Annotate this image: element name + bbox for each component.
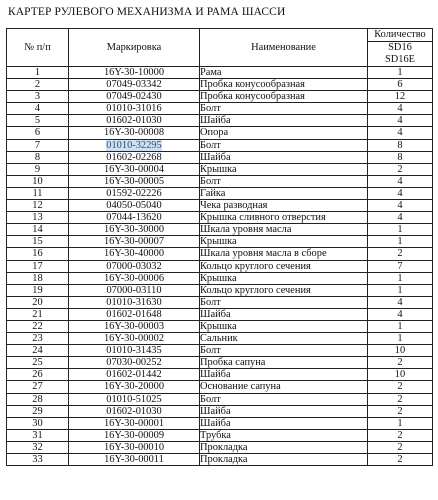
row-name: Шайба [200,115,368,127]
row-qty: 2 [368,381,433,393]
table-row [7,224,433,236]
row-qty: 2 [368,405,433,417]
table-row [7,91,433,103]
table-row [7,284,433,296]
row-qty: 6 [368,79,433,91]
table-row [7,79,433,91]
row-num: 23 [7,333,69,345]
table-row [7,308,433,320]
row-qty: 4 [368,200,433,212]
row-qty: 4 [368,127,433,139]
table-row [7,200,433,212]
table-row [7,272,433,284]
table-row [7,67,433,79]
row-num: 26 [7,369,69,381]
row-code: 07000-03110 [69,284,200,296]
row-num: 29 [7,405,69,417]
row-qty: 4 [368,187,433,199]
row-qty: 1 [368,67,433,79]
row-qty: 1 [368,333,433,345]
table-row [7,236,433,248]
row-num: 20 [7,296,69,308]
row-name: Прокладка [200,454,368,466]
table-row [7,429,433,441]
row-name: Болт [200,139,368,151]
row-name: Шайба [200,369,368,381]
row-code: 16Y-30-40000 [69,248,200,260]
row-name: Пробка сапуна [200,357,368,369]
row-code: 07030-00252 [69,357,200,369]
row-num: 3 [7,91,69,103]
row-num: 8 [7,151,69,163]
table-row [7,212,433,224]
row-num: 28 [7,393,69,405]
row-qty: 4 [368,115,433,127]
row-num: 25 [7,357,69,369]
header-qty-sd16e: SD16E [384,54,416,65]
row-name: Болт [200,296,368,308]
row-qty: 2 [368,429,433,441]
table-row [7,345,433,357]
row-code: 01602-01442 [69,369,200,381]
header-code: Маркировка [69,29,200,67]
table-row [7,454,433,466]
row-code: 01602-01030 [69,405,200,417]
row-num: 6 [7,127,69,139]
row-code: 16Y-30-30000 [69,224,200,236]
row-num: 16 [7,248,69,260]
row-num: 24 [7,345,69,357]
row-name: Чека разводная [200,200,368,212]
row-name: Шайба [200,405,368,417]
row-qty: 2 [368,393,433,405]
row-code: 01010-31630 [69,296,200,308]
table-row [7,175,433,187]
row-num: 5 [7,115,69,127]
table-body [7,67,433,466]
row-name: Кольцо круглого сечения [200,260,368,272]
row-name: Крышка [200,163,368,175]
row-code: 16Y-30-00007 [69,236,200,248]
table-row [7,187,433,199]
row-code: 01010-51025 [69,393,200,405]
row-num: 1 [7,67,69,79]
row-name: Гайка [200,187,368,199]
row-name: Шкала уровня масла в сборе [200,248,368,260]
row-num: 22 [7,320,69,332]
header-num: № п/п [7,29,69,67]
row-num: 30 [7,417,69,429]
row-num: 19 [7,284,69,296]
table-header [7,29,433,67]
row-qty: 2 [368,441,433,453]
row-num: 9 [7,163,69,175]
table-row [7,248,433,260]
row-num: 17 [7,260,69,272]
table-row [7,441,433,453]
table-row [7,320,433,332]
row-num: 11 [7,187,69,199]
row-num: 14 [7,224,69,236]
row-name: Крышка сливного отверстия [200,212,368,224]
row-qty: 8 [368,139,433,151]
row-num: 15 [7,236,69,248]
header-qty-sd16: SD16 [388,42,412,53]
row-qty: 10 [368,345,433,357]
row-name: Пробка конусообразная [200,91,368,103]
row-code: 16Y-30-00002 [69,333,200,345]
table-row [7,163,433,175]
row-qty: 1 [368,236,433,248]
row-name: Шкала уровня масла [200,224,368,236]
table-row [7,405,433,417]
row-code: 16Y-30-00008 [69,127,200,139]
header-qty-models [368,42,433,67]
row-code: 04050-05040 [69,200,200,212]
row-code: 07044-13620 [69,212,200,224]
row-qty: 4 [368,308,433,320]
row-code: 01592-02226 [69,187,200,199]
table-row [7,357,433,369]
row-code: 01010-31016 [69,103,200,115]
row-name: Крышка [200,272,368,284]
row-name: Сальник [200,333,368,345]
table-row [7,381,433,393]
row-code: 16Y-30-00010 [69,441,200,453]
row-num: 4 [7,103,69,115]
parts-table [6,28,433,466]
row-code: 01602-02268 [69,151,200,163]
row-qty: 2 [368,248,433,260]
table-row [7,115,433,127]
table-row [7,417,433,429]
row-qty: 1 [368,224,433,236]
row-code [69,139,200,151]
table-row [7,127,433,139]
row-name: Трубка [200,429,368,441]
row-num: 32 [7,441,69,453]
row-qty: 2 [368,357,433,369]
table-row [7,333,433,345]
row-num: 10 [7,175,69,187]
row-code: 07049-03342 [69,79,200,91]
row-num: 31 [7,429,69,441]
header-name: Наименование [200,29,368,67]
row-code: 16Y-30-00009 [69,429,200,441]
row-qty: 4 [368,103,433,115]
row-qty: 7 [368,260,433,272]
table-row [7,151,433,163]
table-row [7,260,433,272]
row-name: Шайба [200,417,368,429]
row-code: 07000-03032 [69,260,200,272]
row-qty: 4 [368,212,433,224]
row-code: 16Y-30-20000 [69,381,200,393]
row-num: 7 [7,139,69,151]
highlighted-code[interactable]: 01010-32295 [106,139,162,151]
row-code: 01602-01648 [69,308,200,320]
table-row [7,296,433,308]
row-name: Опора [200,127,368,139]
row-qty: 8 [368,151,433,163]
table-row [7,393,433,405]
row-num: 13 [7,212,69,224]
row-code: 16Y-30-00011 [69,454,200,466]
row-num: 21 [7,308,69,320]
row-num: 27 [7,381,69,393]
row-name: Основание сапуна [200,381,368,393]
row-code: 16Y-30-00004 [69,163,200,175]
document-title: КАРТЕР РУЛЕВОГО МЕХАНИЗМА И РАМА ШАССИ [8,6,286,18]
row-num: 2 [7,79,69,91]
row-name: Болт [200,103,368,115]
row-qty: 4 [368,296,433,308]
row-code: 16Y-30-00005 [69,175,200,187]
row-num: 18 [7,272,69,284]
row-qty: 1 [368,272,433,284]
header-qty: Количество [368,29,433,42]
row-code: 01602-01030 [69,115,200,127]
row-num: 33 [7,454,69,466]
row-num: 12 [7,200,69,212]
row-code: 07049-02430 [69,91,200,103]
row-code: 16Y-30-00006 [69,272,200,284]
row-code: 16Y-30-00003 [69,320,200,332]
row-qty: 1 [368,417,433,429]
row-name: Шайба [200,308,368,320]
row-name: Шайба [200,151,368,163]
row-qty: 2 [368,454,433,466]
row-name: Крышка [200,236,368,248]
row-qty: 12 [368,91,433,103]
row-name: Крышка [200,320,368,332]
row-name: Кольцо круглого сечения [200,284,368,296]
row-code: 16Y-30-10000 [69,67,200,79]
row-name: Болт [200,345,368,357]
table-row [7,369,433,381]
row-qty: 1 [368,284,433,296]
row-name: Болт [200,175,368,187]
row-name: Рама [200,67,368,79]
table-row [7,139,433,151]
row-qty: 2 [368,163,433,175]
row-qty: 1 [368,320,433,332]
row-name: Болт [200,393,368,405]
row-name: Пробка конусообразная [200,79,368,91]
row-qty: 4 [368,175,433,187]
row-code: 16Y-30-00001 [69,417,200,429]
row-name: Прокладка [200,441,368,453]
table-row [7,103,433,115]
row-code: 01010-31435 [69,345,200,357]
row-qty: 10 [368,369,433,381]
